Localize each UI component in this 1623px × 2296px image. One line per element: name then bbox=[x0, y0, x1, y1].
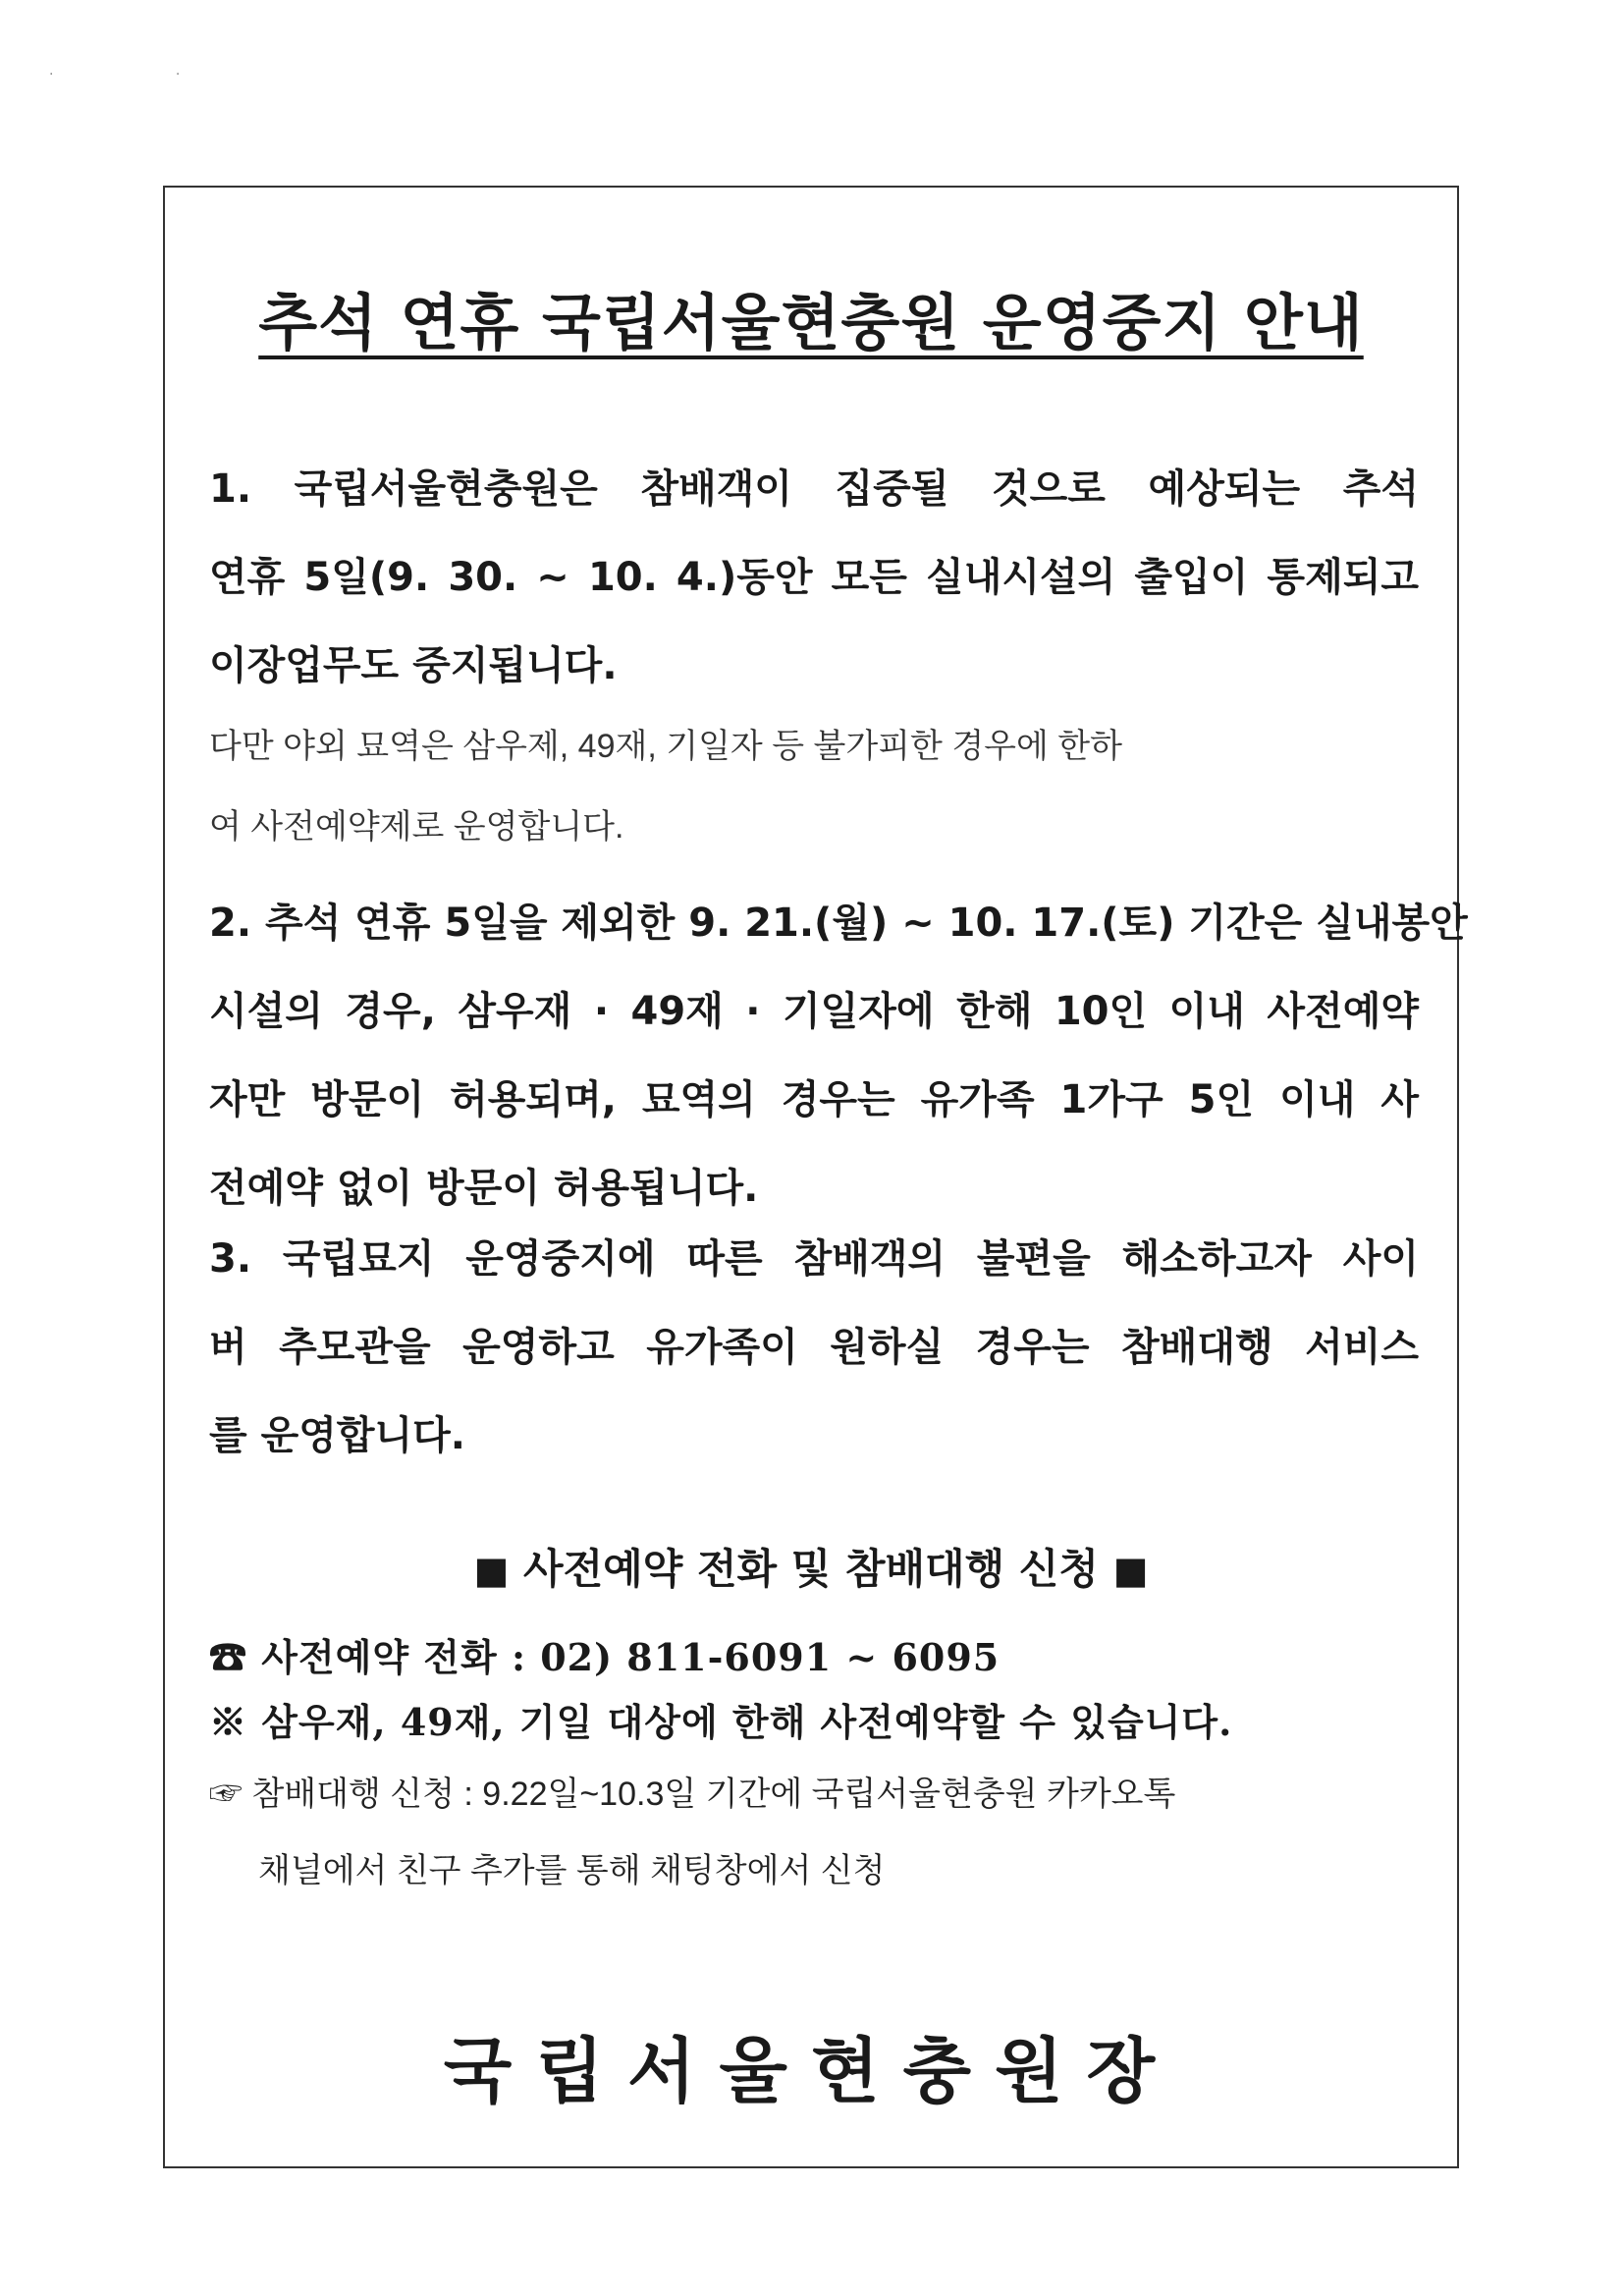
reference-mark-icon: ※ bbox=[209, 1700, 248, 1744]
section-heading-text: 사전예약 전화 및 참배대행 신청 bbox=[523, 1545, 1099, 1593]
item-1-note bbox=[209, 706, 1419, 867]
page-title: 추석 연휴 국립서울현충원 운영중지 안내 bbox=[258, 287, 1364, 358]
item-1-note-line-1: 다만 야외 묘역은 삼우제, 49재, 기일자 등 불가피한 경우에 한하 bbox=[209, 728, 1122, 765]
pointing-hand-icon: ☞ bbox=[209, 1776, 243, 1813]
item-1-note-line-2: 여 사전예약제로 운영합니다. bbox=[209, 808, 624, 846]
item-1 bbox=[209, 445, 1419, 710]
item-2-line-1: 2. 추석 연휴 5일을 제외한 9. 21.(월) ~ 10. 17.(토) 기간은 실내봉안 bbox=[209, 901, 1468, 946]
reservation-note bbox=[209, 1692, 1232, 1746]
item-2-line-4: 전예약 없이 방문이 허용됩니다. bbox=[209, 1166, 759, 1211]
signature: 국립서울현충원장 bbox=[443, 2029, 1179, 2112]
section-heading bbox=[165, 1537, 1457, 1596]
item-1-line-3: 이장업무도 중지됩니다. bbox=[209, 643, 618, 688]
scan-specks: · · bbox=[49, 67, 240, 82]
reservation-phone-text: 사전예약 전화 : 02) 811-6091 ~ 6095 bbox=[261, 1635, 1001, 1679]
reservation-phone bbox=[209, 1627, 1000, 1681]
item-3-line-1: 3. 국립묘지 운영중지에 따른 참배객의 불편을 해소하고자 사이 bbox=[209, 1236, 1419, 1282]
item-2-line-3: 자만 방문이 허용되며, 묘역의 경우는 유가족 1가구 5인 이내 사 bbox=[209, 1077, 1419, 1122]
item-3-line-2: 버 추모관을 운영하고 유가족이 원하실 경우는 참배대행 서비스 bbox=[209, 1325, 1419, 1370]
reservation-note-text: 삼우재, 49재, 기일 대상에 한해 사전예약할 수 있습니다. bbox=[261, 1700, 1233, 1744]
square-bullet-icon: ■ bbox=[1112, 1549, 1149, 1592]
item-1-line-2: 연휴 5일(9. 30. ~ 10. 4.)동안 모든 실내시설의 출입이 통제되고 bbox=[209, 555, 1419, 600]
apply-line-1: 참배대행 신청 : 9.22일~10.3일 기간에 국립서울현충원 카카오톡 bbox=[251, 1776, 1176, 1813]
item-1-line-1: 1. 국립서울현충원은 참배객이 집중될 것으로 예상되는 추석 bbox=[209, 466, 1419, 512]
item-2 bbox=[209, 879, 1468, 1232]
square-bullet-icon: ■ bbox=[473, 1549, 510, 1592]
item-3 bbox=[209, 1215, 1419, 1480]
item-3-line-3: 를 운영합니다. bbox=[209, 1413, 465, 1458]
proxy-visit-application bbox=[209, 1756, 1419, 1909]
notice-frame bbox=[163, 186, 1468, 2168]
telephone-icon: ☎ bbox=[209, 1635, 248, 1679]
apply-line-2: 채널에서 친구 추가를 통해 채팅창에서 신청 bbox=[258, 1852, 886, 1889]
item-2-line-2: 시설의 경우, 삼우재 · 49재 · 기일자에 한해 10인 이내 사전예약 bbox=[209, 989, 1419, 1034]
